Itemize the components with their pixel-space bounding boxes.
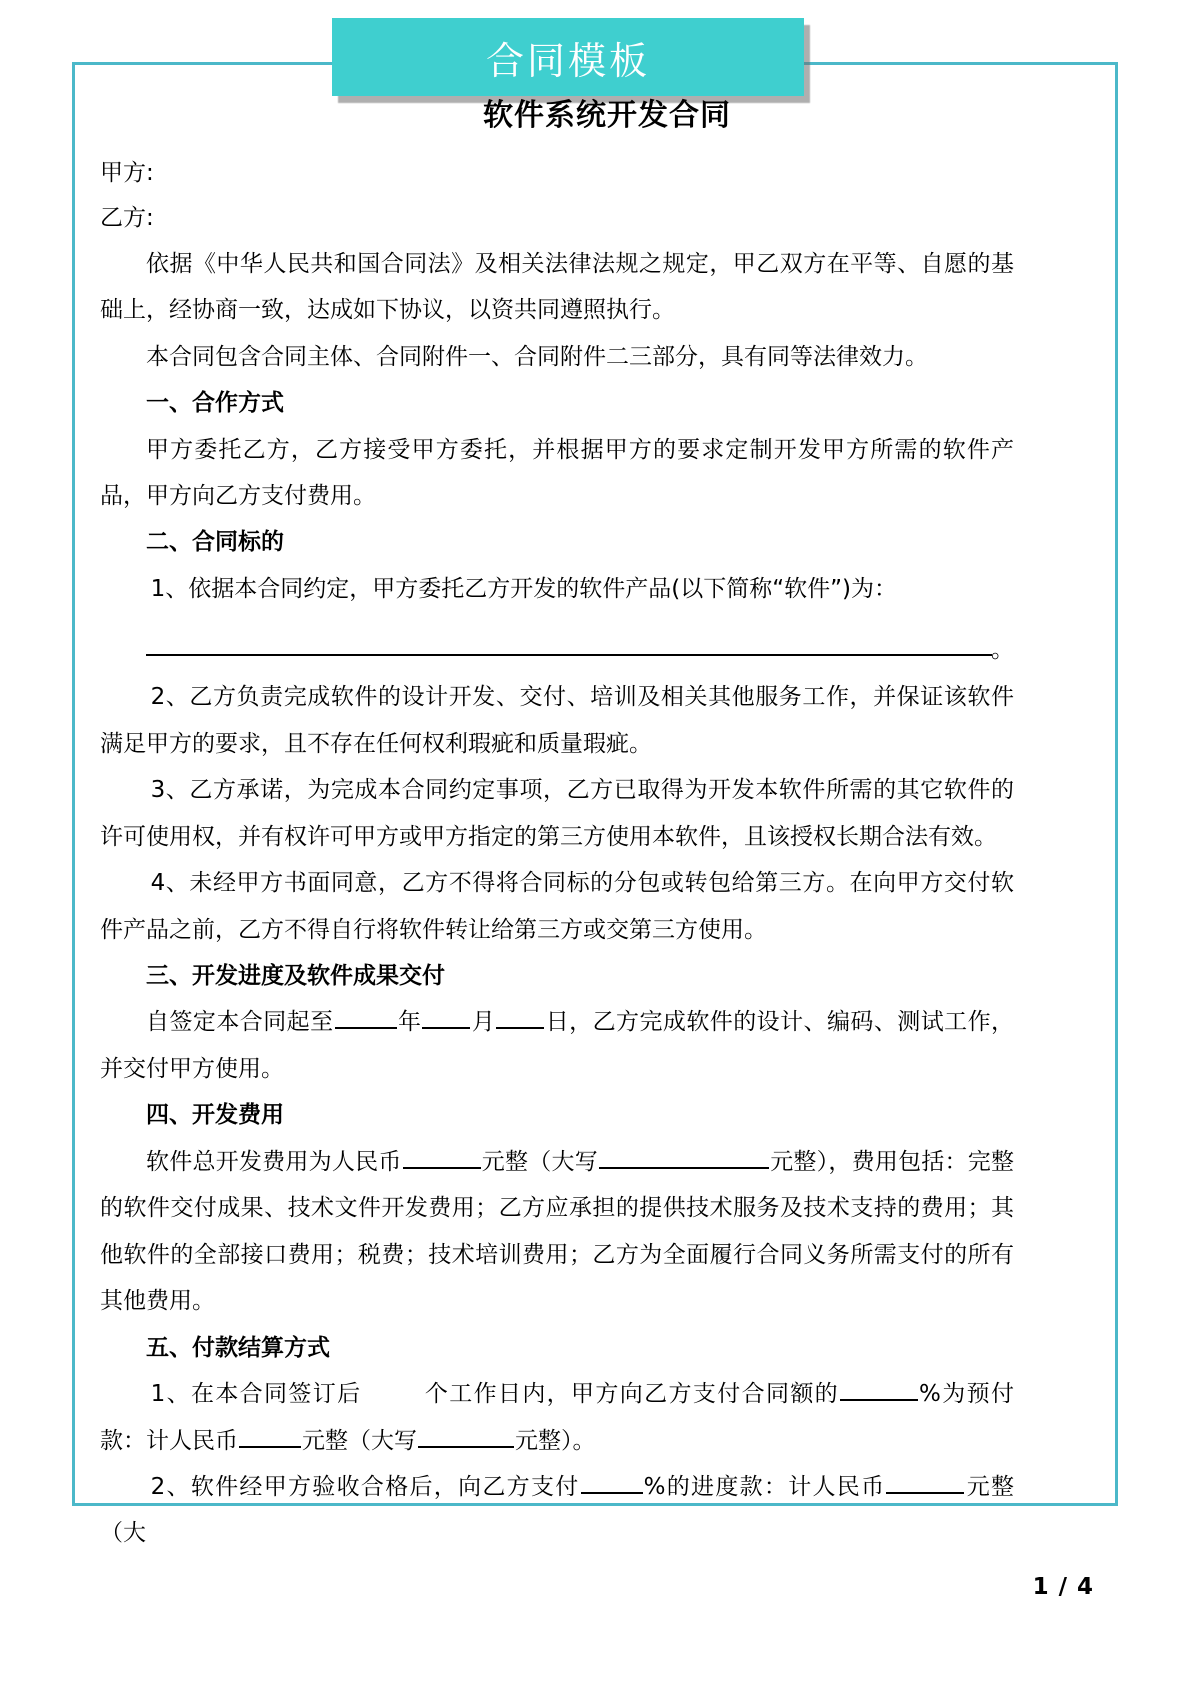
delivery-text-part-4: 日，乙方完成软件的设计、编码、测试工作，并交付甲方使用。 xyxy=(100,1009,1014,1082)
software-name-blank-row xyxy=(100,630,1014,664)
fee-amount-blank[interactable] xyxy=(403,1143,481,1169)
payment-1-amount-blank[interactable] xyxy=(239,1421,301,1447)
delivery-text-part-3: 月 xyxy=(471,1009,496,1036)
page-number-footer: 1 / 4 xyxy=(1032,1574,1094,1600)
section-heading-2: 二、合同标的 xyxy=(146,529,284,556)
contract-template-banner xyxy=(332,18,804,96)
delivery-text-part-1: 自签定本合同起至 xyxy=(146,1009,334,1036)
delivery-day-blank[interactable] xyxy=(496,1003,544,1029)
fee-amount-words-blank[interactable] xyxy=(599,1143,769,1169)
section-1-paragraph-1: 甲方委托乙方，乙方接受甲方委托，并根据甲方的要求定制开发甲方所需的软件产品，甲方向乙方支付费用。 xyxy=(100,436,1014,509)
section-3-delivery-paragraph xyxy=(100,999,1014,1092)
section-4-fee-paragraph xyxy=(100,1139,1014,1325)
payment-2-text-part-2: %的进度款：计人民币 xyxy=(643,1474,886,1501)
fee-text-part-3: 元整），费用包括：完整的软件交付成果、技术文件开发费用；乙方应承担的提供技术服务及技术支持的费用；其他软件的全部接口费用；税费；技术培训费用；乙方为全面履行合同义务所需支付的所有其他费用。 xyxy=(100,1148,1015,1315)
payment-1-amount-words-blank[interactable] xyxy=(418,1421,514,1447)
page-title: 软件系统开发合同 xyxy=(483,98,731,133)
section-heading-5: 五、付款结算方式 xyxy=(146,1334,330,1361)
payment-1-text-part-4: 元整（大写 xyxy=(302,1427,417,1454)
payment-2-text-part-3: 元整（大 xyxy=(100,1474,1014,1547)
preamble-paragraph-2: 本合同包含合同主体、合同附件一、合同附件二三部分，具有同等法律效力。 xyxy=(146,343,928,370)
payment-1-text-part-3: %为预付款：计人民币 xyxy=(100,1381,1014,1454)
document-content xyxy=(100,96,1014,1557)
payment-1-percent-blank[interactable] xyxy=(840,1375,918,1401)
payment-1-text-part-5: 元整）。 xyxy=(515,1427,596,1454)
fee-text-part-1: 软件总开发费用为人民币 xyxy=(146,1148,402,1175)
software-name-blank-period: 。 xyxy=(991,637,1014,664)
payment-2-text-part-1: 2、软件经甲方验收合格后，向乙方支付 xyxy=(150,1474,580,1501)
delivery-year-blank[interactable] xyxy=(335,1003,397,1029)
section-2-item-2: 2、乙方负责完成软件的设计开发、交付、培训及相关其他服务工作，并保证该软件满足甲方的要求，且不存在任何权利瑕疵和质量瑕疵。 xyxy=(100,684,1014,757)
section-heading-1: 一、合作方式 xyxy=(146,390,284,417)
preamble-paragraph-1: 依据《中华人民共和国合同法》及相关法律法规之规定，甲乙双方在平等、自愿的基础上，经协商一致，达成如下协议，以资共同遵照执行。 xyxy=(100,250,1014,324)
payment-1-workdays-blank[interactable] xyxy=(362,1378,424,1401)
section-5-item-1 xyxy=(100,1371,1014,1464)
section-heading-3: 三、开发进度及软件成果交付 xyxy=(146,963,445,990)
party-b-line: 乙方: xyxy=(100,204,154,231)
banner-label: 合同模板 xyxy=(485,38,650,83)
fee-text-part-2: 元整（大写 xyxy=(481,1148,598,1175)
section-2-item-3: 3、乙方承诺，为完成本合同约定事项，乙方已取得为开发本软件所需的其它软件的许可使用权，并有权许可甲方或甲方指定的第三方使用本软件，且该授权长期合法有效。 xyxy=(100,777,1014,850)
payment-2-amount-blank[interactable] xyxy=(886,1468,964,1494)
software-name-blank-line[interactable] xyxy=(146,654,992,656)
section-2-item-1-lead: 1、依据本合同约定，甲方委托乙方开发的软件产品(以下简称“软件”)为： xyxy=(150,575,898,602)
section-2-item-4: 4、未经甲方书面同意，乙方不得将合同标的分包或转包给第三方。在向甲方交付软件产品之前，乙方不得自行将软件转让给第三方或交第三方使用。 xyxy=(100,870,1014,943)
delivery-text-part-2: 年 xyxy=(397,1009,422,1036)
payment-2-percent-blank[interactable] xyxy=(581,1468,643,1494)
party-a-line: 甲方: xyxy=(100,160,154,186)
delivery-month-blank[interactable] xyxy=(422,1003,470,1029)
section-5-item-2 xyxy=(100,1464,1014,1557)
section-heading-4: 四、开发费用 xyxy=(146,1102,284,1129)
payment-1-text-part-1: 1、在本合同签订后 xyxy=(150,1381,362,1408)
payment-1-text-part-2: 个工作日内，甲方向乙方支付合同额的 xyxy=(423,1381,840,1408)
